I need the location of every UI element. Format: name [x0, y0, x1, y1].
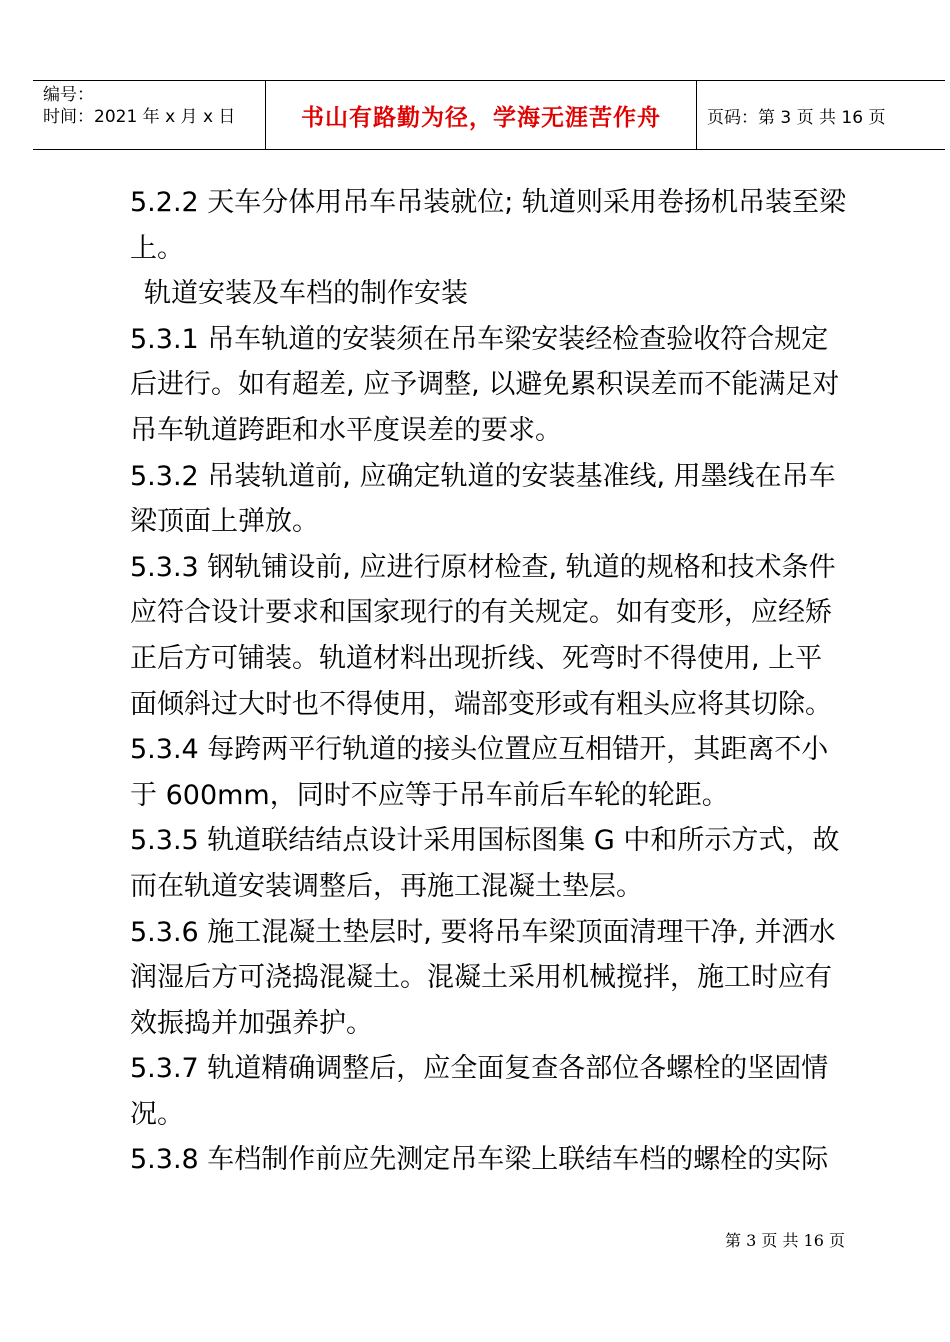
paragraph-5-3-7: 5.3.7 轨道精确调整后，应全面复查各部位各螺栓的坚固情况。: [130, 1053, 829, 1130]
paragraph-5-3-8: 5.3.8 车档制作前应先测定吊车梁上联结车档的螺栓的实际: [130, 1144, 829, 1176]
section-heading: 轨道安装及车档的制作安装: [144, 278, 468, 310]
paragraph-5-3-6: 5.3.6 施工混凝土垫层时, 要将吊车梁顶面清理干净, 并洒水润湿后方可浇捣混凝土。混凝土采用机械搅拌，施工时应有效振捣并加强养护。: [130, 916, 836, 1039]
paragraph-5-3-5: 5.3.5 轨道联结结点设计采用国标图集 G 中和所示方式，故而在轨道安装调整后，再施工混凝土垫层。: [130, 825, 840, 902]
page-header: [33, 80, 945, 150]
doc-date: 时间：2021 年 x 月 x 日: [43, 107, 236, 127]
doc-number-label: 编号：: [43, 85, 94, 105]
paragraph-5-2-2: 5.2.2 天车分体用吊车吊装就位; 轨道则采用卷扬机吊装至梁上。: [130, 187, 846, 264]
header-meta: [33, 81, 265, 149]
paragraph-5-3-3: 5.3.3 钢轨铺设前, 应进行原材检查, 轨道的规格和技术条件应符合设计要求和国家现行的有关规定。如有变形，应经矫正后方可铺装。轨道材料出现折线、死弯时不得使用, 上平面倾斜过大时也不得使用，端部变形或有粗头应将其切除。: [130, 551, 836, 720]
document-body: [130, 180, 848, 1183]
header-page-info: 页码：第 3 页 共 16 页: [707, 107, 886, 128]
page-footer: 第 3 页 共 16 页: [725, 1231, 845, 1250]
header-motto: 书山有路勤为径，学海无涯苦作舟: [301, 104, 661, 131]
paragraph-5-3-1: 5.3.1 吊车轨道的安装须在吊车梁安装经检查验收符合规定后进行。如有超差, 应予调整, 以避免累积误差而不能满足对吊车轨道跨距和水平度误差的要求。: [130, 323, 840, 446]
paragraph-5-3-2: 5.3.2 吊装轨道前, 应确定轨道的安装基准线, 用墨线在吊车梁顶面上弹放。: [130, 460, 836, 538]
paragraph-5-3-4: 5.3.4 每跨两平行轨道的接头位置应互相错开，其距离不小于 600mm，同时不应等于吊车前后车轮的轮距。: [130, 734, 829, 811]
